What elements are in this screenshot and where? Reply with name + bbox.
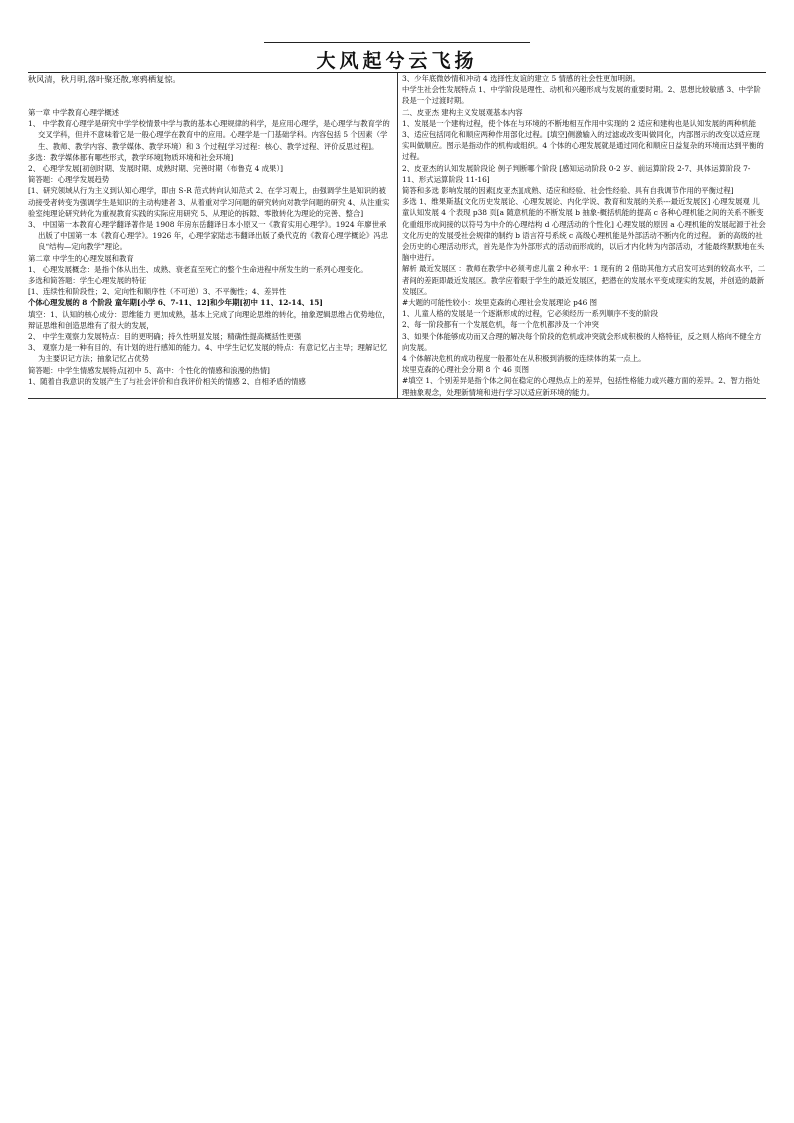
right-paragraph: 3、如果个体能够成功而又合理的解决每个阶段的危机或冲突就会形成积极的人格特征，反之则人格向不健全方向发展。 [402,331,762,352]
left-paragraph: 多选和简答题：学生心理发展的特征 [28,276,147,286]
left-paragraph: 第一章 中学教育心理学概述 [28,108,120,117]
right-paragraph: 简答和多选 影响发展的因素[皮亚杰][成熟、适应和经验、社会性经验、具有自我调节作用的平衡过程] [402,186,734,196]
right-paragraph: 3、少年底微妙情和冲动 4 选择性友谊的建立 5 情感的社会性更加明朗。 [402,74,640,83]
page-title: 大风起兮云飞扬 [316,50,478,72]
right-paragraph: 解析 最近发展区 ：教师在教学中必须考虑儿童 2 种水平：1 现有的 2 借助其他方式启发可达到的较高水平，二者间的差距即最近发展区。教学应着眼于学生的最近发展区，把潜在的发展水平变成现实的发展，并创造的最新发展区。 [402,264,766,296]
left-paragraph: 1、 心理发展概念：是指个体从出生、成熟、衰老直至死亡的整个生命进程中所发生的一系列心理变化。 [28,264,368,274]
right-paragraph: 二、皮亚杰 建构主义发展观基本内容 [402,107,523,117]
left-paragraph: 填空：1、认知的核心成分：思维能力 更加成熟，基本上完成了向理论思维的转化，抽象逻辑思维占优势地位，辩证思维和创造思维有了很大的发展， [28,309,390,330]
right-paragraph: 2、皮亚杰的认知发展阶段论 例子判断哪个阶段 [感知运动阶段 0-2 岁、前运算阶段 2-7、具体运算阶段 7-11、形式运算阶段 11-16] [402,163,751,184]
left-paragraph: 2、 心理学发展[初创时期、发展时期、成熟时期、完善时期（布鲁克 4 成果）] [28,164,284,174]
left-column [28,73,397,398]
right-column [397,73,766,398]
right-paragraph: 1、发展是一个建构过程，使个体在与环境的不断地相互作用中实现的 2 适应和建构也是认知发展的两种机能 3、适应包括同化和顺应两种作用部化过程。[填空]侧激输入的过滤或改变叫做同化，内部图示的改变以适应现实叫做顺应。图示是指动作的机构或组织。4 个体的心理发展就是通过同化和顺应日益复杂的环境而达到平衡的过程。 [402,118,764,162]
left-paragraph: 2、 中学生观察力发展特点：目的更明确；持久性明显发展；精确性提高概括性更强 [28,332,302,342]
left-paragraph: 第二章 中学生的心理发展和教育 [28,253,134,263]
left-paragraph: 1、随着自我意识的发展产生了与社会评价和自我评价相关的情感 2、自相矛盾的情感 [28,376,306,386]
left-paragraph: [1、研究领域从行为主义到认知心理学，即由 S-R 范式转向认知范式 2、在学习观上，由强调学生是知识的被动接受者转变为强调学生是知识的主动构建者 3、从着重对学习问题的研究转向对教学问题的研究 4、从注重实验室纯理论研究转化为重视教育实践的实际应用研究 5、从理论的拆隙、零散转化为理论的完善、整合] [28,186,390,218]
right-paragraph: 1、儿童人格的发展是一个逐渐形成的过程，它必须经历一系列顺序不变的阶段 [402,309,658,319]
left-paragraph: 简答题：中学生情感发展特点[初中 5、高中：个性化的情感和浪漫的热情] [28,365,270,375]
title-top-rule [264,42,530,43]
right-paragraph: 埃里克森的心理社会分期 8 个 46 页图 [402,365,529,375]
footer-rule [28,398,766,399]
right-paragraph: #填空 1、个别差异是指个体之间在稳定的心理热点上的差异，包括性格能力或兴趣方面的差异。2、智力指处理抽象观念，处理新情境和进行学习以适应新环境的能力。 [402,376,760,397]
right-paragraph: 中学生社会性发展特点 1、中学阶段是理性、动机和兴趣形成与发展的重要时期。2、思想比较敏感 3、中学阶段是一个过渡时期。 [402,85,761,106]
left-paragraph [28,96,393,107]
right-paragraph: 多选 1、维果斯基[文化历史发展论、心理发展论、内化学说、教育和发展的关系---最近发展区] 心理发展观 儿童认知发展 4 个表现 p38 页[a 随意机能的不断发展 b 抽象-概括机能的提高 c 各种心理机能之间的关系不断变化重组形成间接的以符号为中介的心理结构 d 心理活动的个性化] 心理发展的原因 a 心理机能的发展起源于社会文化历史的发展受社会规律的制约 b 语言符号系统 c 高级心理机能是外部活动不断内化的过程。 新的高级的社会历史的心理活动形式，首先是作为外部形式的活动而形成的，以后才内化转为内部活动，才能最终默默地在头脑中进行。 [402,197,766,263]
left-paragraph: 多选：教学媒体都有哪些形式，教学环境[物质环境和社会环境] [28,152,234,162]
left-paragraph: 个体心理发展的 8 个阶段 童年期[小学 6、7-11、12]和少年期[初中 11、12-14、15] [28,298,323,308]
two-column-body [28,73,766,398]
right-paragraph: 2、每一阶段都有一个发展危机，每一个危机都涉及一个冲突 [402,320,599,330]
title-area [28,42,766,72]
document-page [28,42,766,399]
left-paragraph: 3、 观察力是一种有目的、有计划的进行感知的能力。4、中学生记忆发展的特点：有意记忆占主导；理解记忆为主要识记方法；抽象记忆占优势 [28,343,388,364]
left-paragraph [28,85,393,96]
left-paragraph: [1、连续性和阶段性；2、定向性和顺序性（不可逆）3、不平衡性；4、差异性 [28,287,287,297]
left-paragraph: 1、 中学教育心理学是研究中学学校情景中学与教的基本心理规律的科学，是应用心理学，是心理学与教育学的交叉学科，但并不意味着它是一般心理学在教育中的应用。心理学是一门基础学科。内容包括 5 个因素（学生、教师、教学内容、教学媒体、教学环境）和 3 个过程[学习过程：核心、教学过程、评价反思过程]。 [28,119,390,151]
left-paragraph: 秋风清，秋月明,落叶聚还散,寒鸦栖复惊。 [28,74,181,84]
right-paragraph: #大题的可能性较小：埃里克森的心理社会发展理论 p46 图 [402,298,598,308]
left-paragraph: 简答题：心理学发展趋势 [28,175,110,185]
left-paragraph: 3、 中国第一本教育心理学翻译著作是 1908 年房东岳翻译日本小原又一《教育实用心理学》。1924 年廖世承出版了中国第一本《教育心理学》。1926 年，心理学家陆志韦翻译出版了桑代克的《教育心理学概论》冯忠良“结构—定向教学”理论。 [28,220,389,252]
right-paragraph: 4 个体解决危机的成功程度一般都处在从积极到消极的连续体的某一点上。 [402,354,646,364]
